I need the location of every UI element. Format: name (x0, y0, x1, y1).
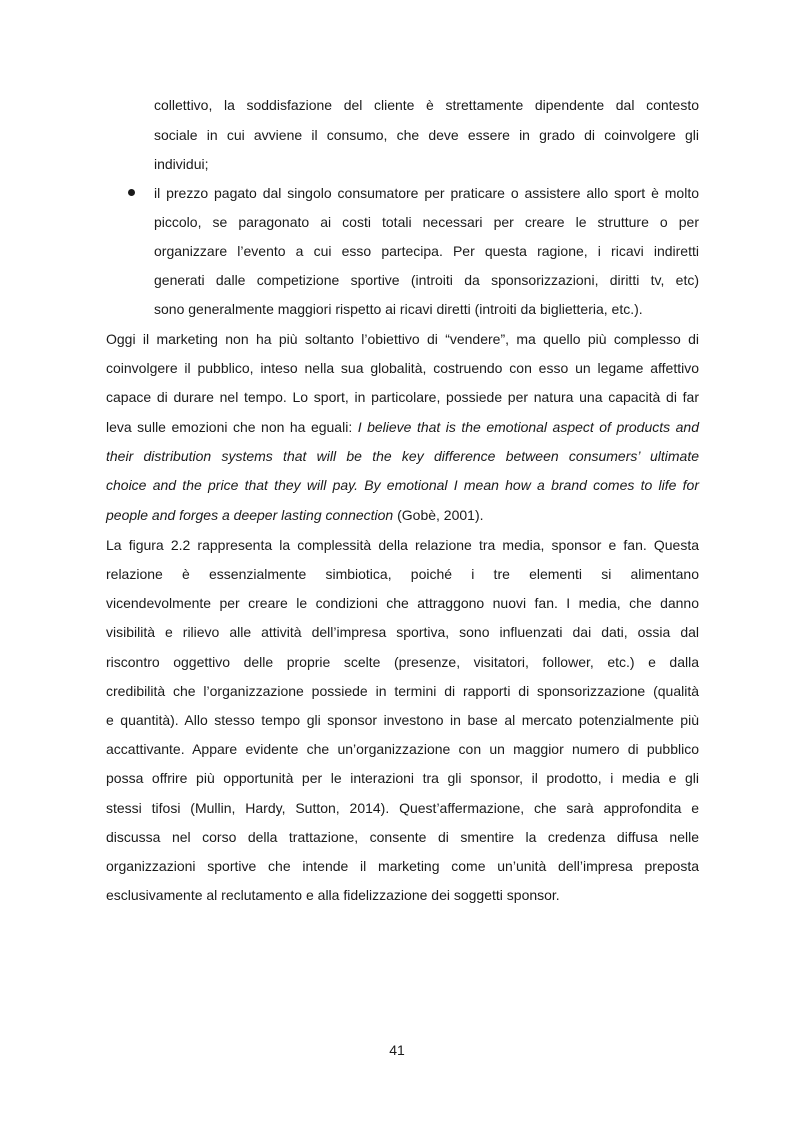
quotation-text: people and forges a deeper lasting connection (106, 507, 394, 523)
paragraph-line (106, 417, 699, 437)
paragraph-line (106, 446, 699, 466)
paragraph-line (106, 475, 699, 495)
paragraph-line: La figura 2.2 rappresenta la complessità della relazione tra media, sponsor e fan. Questa (106, 537, 699, 553)
paragraph-line: e quantità). Allo stesso tempo gli sponsor investono in base al mercato potenzialmente più (106, 712, 699, 728)
paragraph-line (106, 505, 699, 525)
paragraph-line: stessi tifosi (Mullin, Hardy, Sutton, 2014). Quest’affermazione, che sarà approfondita e (106, 800, 699, 816)
paragraph-line: possa offrire più opportunità per le interazioni tra gli sponsor, il prodotto, i media e gli (106, 770, 699, 786)
citation-text: (Gobè, 2001). (393, 507, 484, 523)
paragraph-line: riscontro oggettivo delle proprie scelte (presenze, visitatori, follower, etc.) e dalla (106, 654, 699, 670)
bullet-point-icon (128, 183, 138, 193)
bullet-line: sono generalmente maggiori rispetto ai ricavi diretti (introiti da biglietteria, etc.). (154, 301, 643, 317)
bullet-continuation-line: sociale in cui avviene il consumo, che deve essere in grado di coinvolgere gli (154, 127, 699, 143)
bullet-line: piccolo, se paragonato ai costi totali necessari per creare le strutture o per (154, 214, 699, 230)
paragraph-line: coinvolgere il pubblico, inteso nella sua globalità, costruendo con esso un legame affettivo (106, 360, 699, 376)
paragraph-line: visibilità e rilievo alle attività dell’impresa sportiva, sono influenzati dai dati, ossia dal (106, 624, 699, 640)
paragraph-line: Oggi il marketing non ha più soltanto l’obiettivo di “vendere”, ma quello più complesso di (106, 331, 699, 347)
paragraph-line: credibilità che l’organizzazione possiede in termini di rapporti di sponsorizzazione (qualità (106, 683, 699, 699)
paragraph-line: esclusivamente al reclutamento e alla fidelizzazione dei soggetti sponsor. (106, 887, 560, 903)
bullet-line: il prezzo pagato dal singolo consumatore per praticare o assistere allo sport è molto (154, 185, 699, 201)
paragraph-line: accattivante. Appare evidente che un’organizzazione con un maggior numero di pubblico (106, 741, 699, 757)
bullet-line: organizzare l’evento a cui esso partecipa. Per questa ragione, i ricavi indiretti (154, 243, 699, 259)
quotation-text: choice and the price that they will pay. By emotional I mean how a brand comes to life for (106, 477, 699, 493)
page-number: 41 (389, 1042, 405, 1058)
bullet-line: generati dalle competizione sportive (introiti da sponsorizzazioni, diritti tv, etc) (154, 272, 699, 288)
paragraph-line: discussa nel corso della trattazione, consente di smentire la credenza diffusa nelle (106, 829, 699, 845)
bullet-continuation-line: individui; (154, 156, 209, 172)
paragraph-line: vicendevolmente per creare le condizioni che attraggono nuovi fan. I media, che danno (106, 595, 699, 611)
quotation-text: their distribution systems that will be the key difference between consumers’ ultimate (106, 448, 699, 464)
quotation-text: I believe that is the emotional aspect of products and (357, 419, 699, 435)
paragraph-line: relazione è essenzialmente simbiotica, poiché i tre elementi si alimentano (106, 566, 699, 582)
paragraph-text: leva sulle emozioni che non ha eguali: (106, 419, 358, 435)
paragraph-line: organizzazioni sportive che intende il marketing come un’unità dell’impresa preposta (106, 858, 699, 874)
paragraph-line: capace di durare nel tempo. Lo sport, in particolare, possiede per natura una capacità di far (106, 389, 699, 405)
bullet-continuation-line: collettivo, la soddisfazione del cliente è strettamente dipendente dal contesto (154, 97, 699, 113)
